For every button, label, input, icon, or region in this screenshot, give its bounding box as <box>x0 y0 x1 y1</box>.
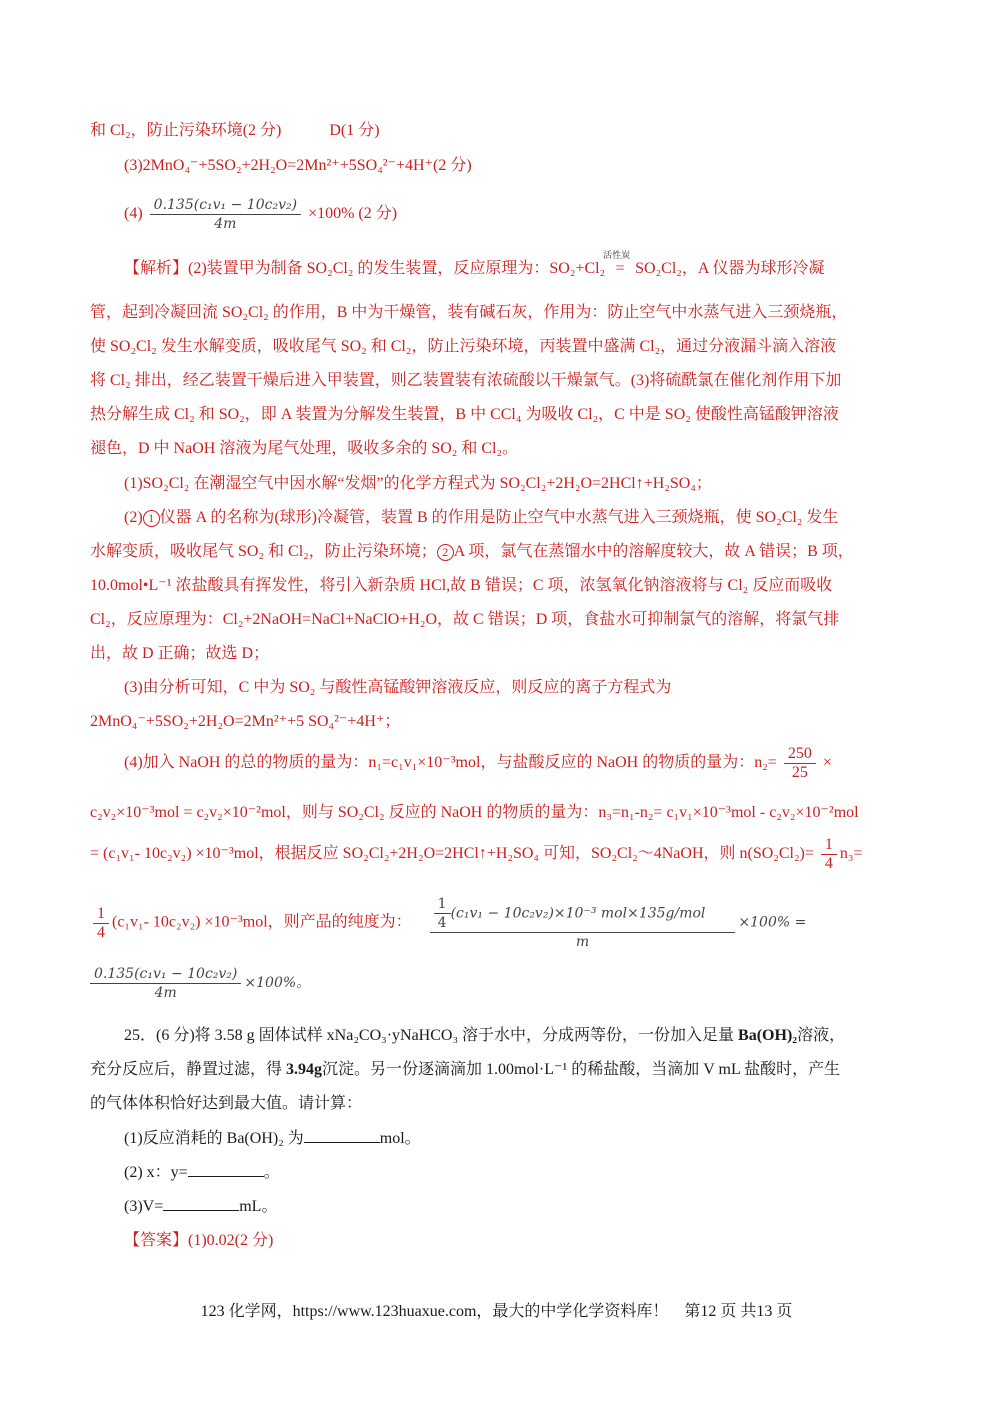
part4-line-1-times: × <box>822 754 832 772</box>
part2-line-2 <box>90 541 854 563</box>
answer-line-1: 和 Cl₂，防止污染环境(2 分) D(1 分) <box>90 122 380 139</box>
part2-line-2-b: A 项，氯气在蒸馏水中的溶解度较大，故 A 错误；B 项， <box>453 543 854 560</box>
part4-line-1 <box>124 745 832 782</box>
final-purity-denominator: 4m <box>154 985 177 1001</box>
final-purity-fraction <box>90 965 241 1002</box>
analysis-line-1b: SO₂Cl₂，A 仪器为球形冷凝 <box>631 260 825 277</box>
quarter2-denominator: 4 <box>97 923 105 941</box>
analysis-line-1 <box>124 250 825 280</box>
q25-bold-mass: 3.94g <box>286 1061 323 1078</box>
catalyst-label: 活性炭 <box>603 250 631 260</box>
q25-text-a: 25．(6 分)将 3.58 g 固体试样 xNa₂CO₃·yNaHCO₃ 溶于水中，分成两等份，一份加入足量 <box>124 1027 739 1044</box>
inner-quarter-num: 1 <box>434 895 451 914</box>
purity-big-fraction <box>430 895 736 951</box>
purity-big-numerator <box>430 895 736 933</box>
ratio-numerator: 250 <box>784 745 816 764</box>
part4-line-3-text: = (c₁v₁- 10c₂v₂) ×10⁻³mol，根据反应 SO₂Cl₂+2H₂O=2HCl↑+H₂SO₄ 可知，SO₂Cl₂～4NaOH，则 n(SO₂Cl₂)= <box>90 845 814 863</box>
part4-line-3-end: n₃= <box>839 845 863 863</box>
analysis-line-6: 褪色，D 中 NaOH 溶液为尾气处理，吸收多余的 SO₂ 和 Cl₂。 <box>90 440 519 457</box>
analysis-line-2: 管，起到冷凝回流 SO₂Cl₂ 的作用，B 中为干燥管，装有碱石灰，作用为：防止空气中水蒸气进入三颈烧瓶， <box>90 304 848 321</box>
sq1-unit: mol。 <box>379 1130 421 1147</box>
sq3-text: (3)V= <box>124 1198 164 1215</box>
quarter-fraction-2 <box>93 905 109 942</box>
answer-3-prefix: (4) <box>124 205 143 223</box>
sub-question-1 <box>124 1128 421 1150</box>
part4-line-2: c₂v₂×10⁻³mol = c₂v₂×10⁻²mol，则与 SO₂Cl₂ 反应的 NaOH 的物质的量为：n₃=n₁-n₂= c₁v₁×10⁻³mol - c₂v₂×10⁻²mol <box>90 804 859 821</box>
circled-number-2: 2 <box>437 544 454 561</box>
part2-line-2-a: 水解变质，吸收尾气 SO₂ 和 Cl₂，防止污染环境； <box>90 543 437 560</box>
sq1-text: (1)反应消耗的 Ba(OH)₂ 为 <box>124 1130 304 1147</box>
sub-question-3 <box>124 1196 277 1218</box>
part3-line-2: 2MnO₄⁻+5SO₂+2H₂O=2Mn²⁺+5 SO₄²⁻+4H⁺； <box>90 713 401 730</box>
analysis-line-5: 热分解生成 Cl₂ 和 SO₂，即 A 装置为分解发生装置，B 中 CCl₄ 为吸收 Cl₂，C 中是 SO₂ 使酸性高锰酸钾溶液 <box>90 406 839 423</box>
final-purity-suffix: ×100%。 <box>244 975 311 992</box>
catalyst-equals-sign <box>603 250 631 280</box>
part4-line-1-text: (4)加入 NaOH 的总的物质的量为：n₁=c₁v₁×10⁻³mol，与盐酸反应的 NaOH 的物质的量为：n₂= <box>124 754 777 772</box>
inner-quarter-den: 4 <box>437 915 447 931</box>
purity-fraction <box>150 196 301 233</box>
q25-text-b-end: 沉淀。另一份逐滴滴加 1.00mol·L⁻¹ 的稀盐酸，当滴加 V mL 盐酸时，产生 <box>322 1061 841 1078</box>
q25-bold-baoh2: Ba(OH)₂ <box>738 1027 798 1044</box>
sq3-blank <box>163 1196 239 1211</box>
question-25-line-1 <box>124 1025 845 1047</box>
part4-line-4-text: (c₁v₁- 10c₂v₂) ×10⁻³mol，则产品的纯度为： <box>112 913 412 931</box>
part4-line-4 <box>90 895 806 951</box>
purity-fraction-denominator: 4m <box>214 216 237 232</box>
quarter2-numerator: 1 <box>93 905 109 924</box>
quarter-denominator: 4 <box>824 855 833 872</box>
quarter-fraction <box>821 836 837 873</box>
sq3-unit: mL。 <box>239 1198 278 1215</box>
purity-fraction-numerator: 0.135(c₁v₁ − 10c₂v₂) <box>150 196 301 215</box>
part1-line: (1)SO₂Cl₂ 在潮湿空气中因水解“发烟”的化学方程式为 SO₂Cl₂+2H₂O=2HCl↑+H₂SO₄； <box>124 475 712 492</box>
part2-line-1 <box>124 507 838 529</box>
answer-line-2: (3)2MnO₄⁻+5SO₂+2H₂O=2Mn²⁺+5SO₄²⁻+4H⁺(2 分) <box>124 157 472 174</box>
circled-number-1: 1 <box>143 510 160 527</box>
q25-text-b: 充分反应后，静置过滤，得 <box>90 1061 287 1078</box>
part2-line-1-text: 仪器 A 的名称为(球形)冷凝管，装置 B 的作用是防止空气中水蒸气进入三颈烧瓶，使 SO₂Cl₂ 发生 <box>159 509 839 526</box>
question-25-line-2 <box>90 1059 840 1081</box>
part4-line-3 <box>90 836 863 873</box>
q25-text-a-end: 溶液， <box>797 1027 846 1044</box>
question-25-line-3: 的气体体积恰好达到最大值。请计算： <box>90 1095 363 1112</box>
analysis-line-1a: 【解析】(2)装置甲为制备 SO₂Cl₂ 的发生装置，反应原理为：SO₂+Cl₂ <box>124 260 610 277</box>
equals-sign: = <box>615 260 625 277</box>
sq2-blank <box>188 1162 264 1177</box>
sq1-blank <box>304 1128 380 1143</box>
part4-line-4-end: ×100% = <box>738 914 807 931</box>
quarter-numerator: 1 <box>821 836 837 855</box>
inner-quarter-fraction <box>434 895 451 932</box>
purity-big-denominator: m <box>575 934 590 950</box>
purity-big-numerator-text: (c₁v₁ − 10c₂v₂)×10⁻³ mol×135g/mol <box>450 905 706 922</box>
part2-line-5: 出，故 D 正确；故选 D； <box>90 645 270 662</box>
page-footer: 123 化学网，https://www.123huaxue.com，最大的中学化学资料库！ 第12 页 共13 页 <box>200 1303 793 1320</box>
answer-3-suffix: ×100% (2 分) <box>308 205 398 223</box>
ratio-denominator: 25 <box>791 764 808 781</box>
answer-label-line: 【答案】(1)0.02(2 分) <box>124 1232 274 1249</box>
analysis-line-3: 使 SO₂Cl₂ 发生水解变质，吸收尾气 SO₂ 和 Cl₂，防止污染环境，丙装置中盛满 Cl₂，通过分液漏斗滴入溶液 <box>90 338 837 355</box>
sq2-end: 。 <box>263 1164 280 1181</box>
sq2-text: (2) x：y= <box>124 1164 188 1181</box>
ratio-fraction <box>784 745 816 782</box>
part2-line-3: 10.0mol•L⁻¹ 浓盐酸具有挥发性，将引入新杂质 HCl,故 B 错误；C 项，浓氢氧化钠溶液将与 Cl₂ 反应而吸收 <box>90 577 833 594</box>
analysis-line-4: 将 Cl₂ 排出，经乙装置干燥后进入甲装置，则乙装置装有浓硫酸以干燥氯气。(3)将硫酰氯在催化剂作用下加 <box>90 372 842 389</box>
final-purity-numerator: 0.135(c₁v₁ − 10c₂v₂) <box>90 965 241 984</box>
sub-question-2 <box>124 1162 280 1184</box>
part3-line-1: (3)由分析可知，C 中为 SO₂ 与酸性高锰酸钾溶液反应，则反应的离子方程式为 <box>124 679 672 696</box>
answer-line-3 <box>124 196 397 233</box>
part4-line-5 <box>90 965 310 1002</box>
part2-prefix: (2) <box>124 509 143 526</box>
part2-line-4: Cl₂，反应原理为：Cl₂+2NaOH=NaCl+NaClO+H₂O，故 C 错误；D 项，食盐水可抑制氯气的溶解，将氯气排 <box>90 611 840 628</box>
